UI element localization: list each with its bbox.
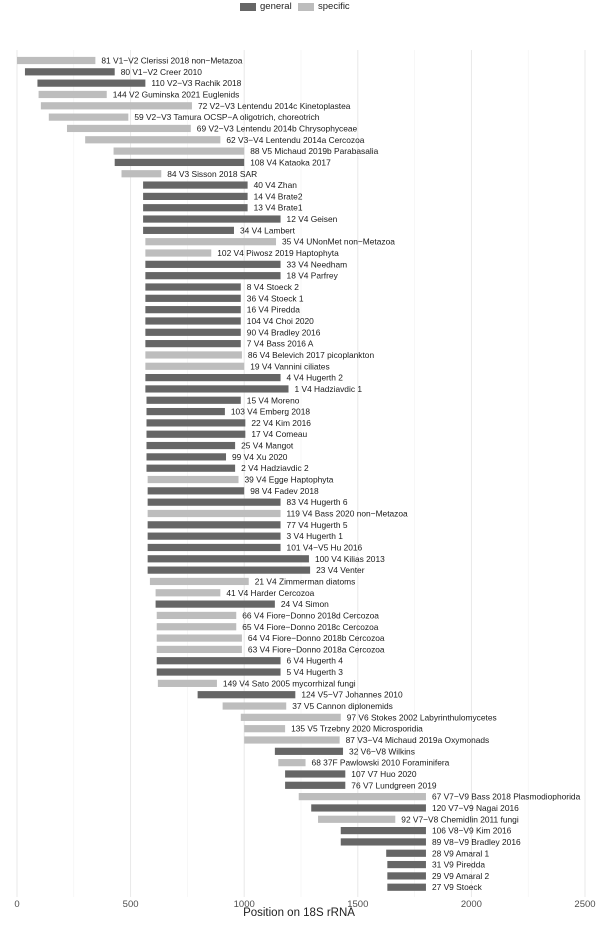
bar-general [147,453,227,460]
bar-general [143,215,280,222]
bar-general [145,385,288,392]
x-tick-label: 0 [14,899,20,910]
bar-label: 149 V4 Sato 2005 mycorrhizal fungi [222,678,356,689]
bar-general [148,567,310,574]
bar-label: 5 V4 Hugerth 3 [286,667,343,678]
bar-label: 99 V4 Xu 2020 [232,451,288,462]
bar-specific [41,102,192,109]
bar-general [148,544,281,551]
bar-general [37,80,145,87]
bar-general [148,499,281,506]
bar-label: 144 V2 Guminska 2021 Euglenids [112,89,240,100]
x-tick-label: 1500 [347,899,369,910]
bar-specific [244,725,285,732]
bar-label: 14 V4 Brate2 [253,191,303,202]
bar-general [275,748,343,755]
bar-label: 31 V9 Piredda [431,859,486,870]
bar-label: 32 V6−V8 Wilkins [349,746,415,757]
bar-label: 97 V6 Stokes 2002 Labyrinthulomycetes [346,712,497,723]
bar-general [341,838,426,845]
bar-label: 27 V9 Stoeck [431,882,482,893]
bar-general [386,850,426,857]
bar-label: 17 V4 Comeau [251,429,308,440]
bar-label: 83 V4 Hugerth 6 [286,497,348,508]
bar-general [145,374,280,381]
bar-label: 107 V7 Huo 2020 [351,768,417,779]
bar-label: 102 V4 Piwosz 2019 Haptophyta [217,248,339,259]
bar-label: 110 V2−V3 Rachik 2018 [151,78,242,89]
bar-label: 28 V9 Amaral 1 [431,848,490,859]
bar-label: 41 V4 Harder Cercozoa [226,587,315,598]
bar-label: 64 V4 Fiore−Donno 2018b Cercozoa [247,633,385,644]
bar-general [157,668,281,675]
bar-general [387,872,426,879]
bar-label: 62 V3−V4 Lentendu 2014a Cercozoa [226,134,365,145]
bar-general [285,770,345,777]
bar-general [148,533,281,540]
bar-label: 23 V4 Venter [316,565,365,576]
bar-label: 108 V4 Kataoka 2017 [250,157,331,168]
bar-specific [114,148,245,155]
bar-specific [241,714,341,721]
bar-general [147,431,246,438]
bar-specific [85,136,220,143]
bar-general [341,827,426,834]
bar-label: 37 V5 Cannon diplonemids [292,701,393,712]
bar-label: 22 V4 Kim 2016 [251,417,311,428]
bar-label: 19 V4 Vannini ciliates [250,361,330,372]
bar-label: 33 V4 Needham [286,259,348,270]
bar-label: 36 V4 Stoeck 1 [246,293,304,304]
bar-specific [122,170,162,177]
bar-general [148,555,309,562]
bar-label: 21 V4 Zimmerman diatoms [254,576,356,587]
bar-specific [157,623,237,630]
x-tick-label: 2000 [460,899,482,910]
bar-general [311,804,426,811]
bar-label: 86 V4 Belevich 2017 picoplankton [247,349,375,360]
bar-label: 68 37F Pawlowski 2010 Foraminifera [311,757,450,768]
bar-general [147,442,236,449]
bar-label: 92 V7−V8 Chemidlin 2011 fungi [401,814,519,825]
bar-general [143,181,248,188]
bar-general [285,782,345,789]
bar-label: 7 V4 Bass 2016 A [246,338,314,349]
bar-label: 84 V3 Sisson 2018 SAR [167,168,258,179]
bar-general [147,397,241,404]
bar-specific [148,476,239,483]
bar-general [147,408,225,415]
bar-label: 65 V4 Fiore−Donno 2018c Cercozoa [242,621,379,632]
bar-label: 101 V4−V5 Hu 2016 [286,542,363,553]
bar-label: 16 V4 Piredda [246,304,300,315]
bar-label: 80 V1−V2 Creer 2010 [120,66,202,77]
bar-label: 87 V3−V4 Michaud 2019a Oxymonads [345,735,490,745]
bar-general [145,283,240,290]
bar-general [147,419,246,426]
bar-specific [49,114,129,121]
bar-general [145,306,240,313]
bar-general [387,861,426,868]
bar-label: 98 V4 Fadev 2018 [250,485,319,496]
bar-label: 90 V4 Bradley 2016 [246,327,321,338]
bar-general [115,159,245,166]
bar-label: 12 V4 Geisen [286,214,338,225]
bar-general [145,272,280,279]
bar-label: 40 V4 Zhan [253,180,297,191]
bar-general [147,465,236,472]
bar-label: 89 V8−V9 Bradley 2016 [431,836,521,847]
bar-label: 4 V4 Hugerth 2 [286,372,343,383]
bar-label: 72 V2−V3 Lentendu 2014c Kinetoplastea [197,100,351,111]
bar-specific [157,612,237,619]
bar-general [145,317,240,324]
bar-label: 100 V4 Kilias 2013 [314,553,385,564]
bar-label: 88 V5 Michaud 2019b Parabasalia [250,146,379,157]
bar-specific [145,351,242,358]
bar-general [156,601,275,608]
bar-general [145,295,240,302]
bar-label: 103 V4 Emberg 2018 [230,406,311,417]
bar-specific [145,363,244,370]
bar-label: 8 V4 Stoeck 2 [246,282,299,292]
bar-label: 59 V2−V3 Tamura OCSP−A oligotrich, choreotrich [134,112,320,123]
bar-specific [67,125,191,132]
bar-specific [158,680,217,687]
bar-general [157,657,281,664]
legend-label-specific: specific [318,1,350,12]
bar-label: 15 V4 Moreno [246,395,300,406]
x-tick-label: 2500 [574,899,596,910]
bar-label: 39 V4 Egge Haptophyta [244,474,334,485]
bar-specific [145,238,276,245]
bar-specific [156,589,221,596]
bar-label: 34 V4 Lambert [239,225,295,236]
legend-label-general: general [260,1,292,12]
bar-label: 135 V5 Trzebny 2020 Microsporidia [291,723,423,734]
bar-label: 120 V7−V9 Nagai 2016 [431,802,519,813]
bar-label: 18 V4 Parfrey [286,270,338,281]
bar-general [148,487,245,494]
bar-general [25,68,115,75]
bar-label: 119 V4 Bass 2020 non−Metazoa [286,508,408,519]
bar-label: 6 V4 Hugerth 4 [286,655,343,666]
bar-label: 2 V4 Hadziavdic 2 [241,463,309,474]
bar-label: 69 V2−V3 Lentendu 2014b Chrysophyceae [196,123,358,134]
bar-specific [157,634,242,641]
bar-label: 1 V4 Hadziavdic 1 [294,383,363,394]
bar-general [387,884,426,891]
bar-label: 81 V1−V2 Clerissi 2018 non−Metazoa [101,55,243,66]
bar-specific [157,646,242,653]
x-tick-label: 1000 [233,899,255,910]
bar-general [145,340,240,347]
bar-label: 3 V4 Hugerth 1 [286,531,343,542]
bar-specific [17,57,95,64]
bar-label: 124 V5−V7 Johannes 2010 [301,689,403,700]
bar-label: 35 V4 UNonMet non−Metazoa [282,236,395,247]
bar-label: 29 V9 Amaral 2 [431,870,490,881]
bar-general [145,329,240,336]
bar-label: 76 V7 Lundgreen 2019 [351,780,437,791]
bar-general [145,261,280,268]
bar-specific [244,736,339,743]
bar-general [198,691,296,698]
bar-label: 25 V4 Mangot [241,440,294,451]
x-axis-title: Position on 18S rRNA [243,907,355,919]
bar-specific [223,702,287,709]
bar-label: 63 V4 Fiore−Donno 2018a Cercozoa [247,644,385,655]
bar-general [143,204,248,211]
bar-general [143,227,234,234]
bar-label: 106 V8−V9 Kim 2016 [431,825,512,836]
bar-specific [148,510,281,517]
bar-label: 66 V4 Fiore−Donno 2018d Cercozoa [242,610,379,621]
x-tick-label: 500 [122,899,139,910]
bar-specific [318,816,395,823]
bar-label: 77 V4 Hugerth 5 [286,519,348,530]
bar-general [148,521,281,528]
bar-general [143,193,248,200]
bar-label: 67 V7−V9 Bass 2018 Plasmodiophorida [431,791,581,802]
bar-label: 13 V4 Brate1 [253,202,303,213]
bar-specific [39,91,107,98]
bar-label: 24 V4 Simon [280,599,329,610]
bar-label: 104 V4 Choi 2020 [246,315,314,326]
bar-specific [150,578,249,585]
bar-specific [145,249,211,256]
bar-specific [278,759,305,766]
bar-specific [299,793,426,800]
